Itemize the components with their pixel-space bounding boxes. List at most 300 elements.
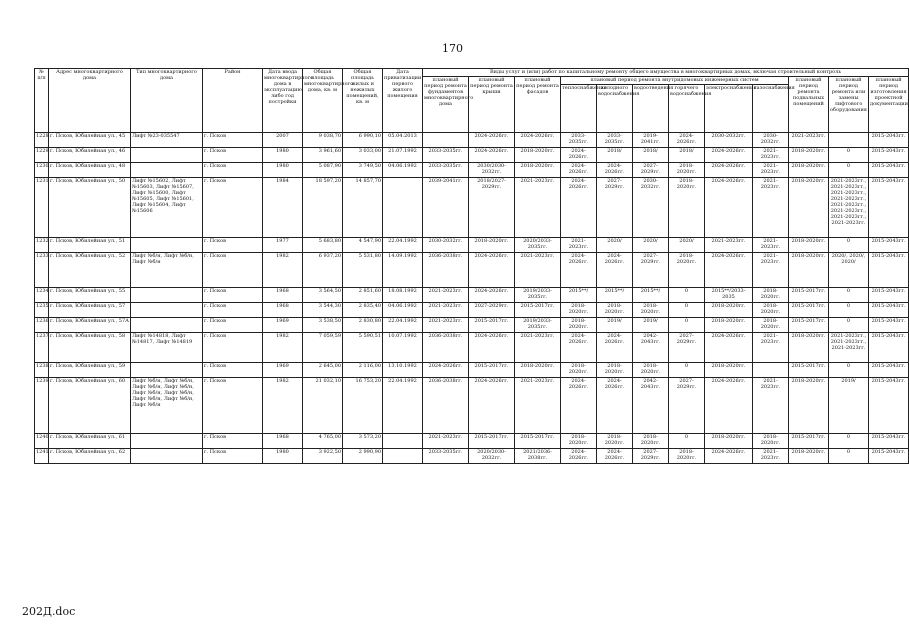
- header-facade: плановый период ремонта фасадов: [515, 77, 561, 133]
- cell-elec: 2024-2026гг.: [705, 333, 753, 363]
- cell-heat: 2024-2026гг.: [561, 449, 597, 464]
- cell-docs: 2015-2043гг.: [869, 318, 909, 333]
- cell-cold: 2018-2020гг.: [597, 434, 633, 449]
- cell-cold: 2027-2029гг.: [597, 178, 633, 238]
- cell-sewer: 2015**/: [633, 288, 669, 303]
- cell-heat: 2018-2020гг.: [561, 434, 597, 449]
- cell-basement: 2015-2017гг.: [789, 288, 829, 303]
- cell-num: 1240: [35, 434, 49, 449]
- cell-year: 1968: [263, 288, 303, 303]
- table-row: [35, 133, 909, 148]
- cell-district: г. Псков: [203, 133, 263, 148]
- cell-foundation: 2024-2026гг.: [423, 363, 469, 378]
- cell-lift: 0: [829, 449, 869, 464]
- cell-foundation: 2039-2041гг.: [423, 178, 469, 238]
- cell-area-living: 5 590,51: [343, 333, 383, 363]
- cell-basement: 2018-2020гг.: [789, 378, 829, 434]
- cell-cold: 2020/: [597, 238, 633, 253]
- cell-lift: [829, 133, 869, 148]
- table-row: [35, 378, 909, 434]
- cell-type: [131, 449, 203, 464]
- cell-year: 1982: [263, 333, 303, 363]
- cell-area-living: 16 753,20: [343, 378, 383, 434]
- cell-area-living: 2 851,60: [343, 288, 383, 303]
- cell-area-total: 5 087,90: [303, 163, 343, 178]
- cell-num: 1229: [35, 148, 49, 163]
- cell-district: г. Псков: [203, 303, 263, 318]
- header-heat: теплоснабжения: [561, 85, 597, 133]
- table-row: [35, 449, 909, 464]
- cell-roof: 2024-2026гг.: [469, 133, 515, 148]
- cell-num: 1232: [35, 238, 49, 253]
- table-row: [35, 333, 909, 363]
- cell-facade: 2021/2036-2038гг.: [515, 449, 561, 464]
- cell-gas: 2021-2023гг.: [753, 148, 789, 163]
- cell-district: г. Псков: [203, 363, 263, 378]
- cell-foundation: 2030-2032гг.: [423, 238, 469, 253]
- cell-docs: 2015-2043гг.: [869, 238, 909, 253]
- cell-roof: 2015-2017гг.: [469, 318, 515, 333]
- header-num: № п/п: [35, 69, 49, 133]
- cell-docs: 2015-2043гг.: [869, 178, 909, 238]
- cell-address: г. Псков, Юбилейная ул., 50: [49, 178, 131, 238]
- cell-foundation: 2033-2035гг.: [423, 163, 469, 178]
- cell-docs: 2015-2043гг.: [869, 449, 909, 464]
- cell-docs: 2015-2043гг.: [869, 333, 909, 363]
- cell-docs: 2015-2043гг.: [869, 363, 909, 378]
- cell-year: 1980: [263, 163, 303, 178]
- cell-year: 1968: [263, 303, 303, 318]
- cell-district: г. Псков: [203, 163, 263, 178]
- table-row: [35, 238, 909, 253]
- cell-sewer: 2030-2032гг.: [633, 178, 669, 238]
- cell-gas: [753, 363, 789, 378]
- cell-priv-date: 22.04.1992: [383, 238, 423, 253]
- header-lift: плановый период ремонта или замены лифтового оборудования: [829, 77, 869, 133]
- cell-elec: 2018-2020гг.: [705, 434, 753, 449]
- cell-cold: 2033-2035гг.: [597, 133, 633, 148]
- cell-foundation: 2033-2035гг.: [423, 449, 469, 464]
- cell-basement: 2018-2020гг.: [789, 178, 829, 238]
- cell-hot: 2018-2020гг.: [669, 253, 705, 288]
- cell-cold: 2024-2026гг.: [597, 253, 633, 288]
- cell-sewer: 2027-2029гг.: [633, 163, 669, 178]
- cell-sewer: 2042-2043гг.: [633, 333, 669, 363]
- cell-heat: 2024-2026гг.: [561, 148, 597, 163]
- cell-type: [131, 434, 203, 449]
- table-row: [35, 434, 909, 449]
- cell-hot: 2018-2020гг.: [669, 449, 705, 464]
- cell-district: г. Псков: [203, 253, 263, 288]
- header-type: Тип многоквартирного дома: [131, 69, 203, 133]
- cell-district: г. Псков: [203, 178, 263, 238]
- cell-gas: 2021-2023гг.: [753, 333, 789, 363]
- cell-area-total: 3 922,50: [303, 449, 343, 464]
- cell-sewer: 2027-2029гг.: [633, 449, 669, 464]
- cell-gas: 2021-2023гг.: [753, 163, 789, 178]
- cell-gas: 2021-2023гг.: [753, 378, 789, 434]
- cell-cold: 2015**/: [597, 288, 633, 303]
- cell-facade: 2018-2020гг.: [515, 363, 561, 378]
- header-area-total: Общая площадь многоквартирного дома, кв. м: [303, 69, 343, 133]
- header-priv-date: Дата приватизации первого жилого помещения: [383, 69, 423, 133]
- cell-facade: 2018-2020гг.: [515, 148, 561, 163]
- cell-area-total: 18 597,20: [303, 178, 343, 238]
- capital-repair-table: [34, 68, 909, 464]
- cell-area-living: 2 830,80: [343, 318, 383, 333]
- cell-priv-date: 05.04.2013: [383, 133, 423, 148]
- cell-address: г. Псков, Юбилейная ул., 57: [49, 303, 131, 318]
- cell-area-living: 3 749,50: [343, 163, 383, 178]
- cell-hot: 0: [669, 363, 705, 378]
- cell-num: 1228: [35, 133, 49, 148]
- cell-foundation: 2036-2038гг.: [423, 253, 469, 288]
- cell-area-total: 3 564,50: [303, 288, 343, 303]
- cell-priv-date: 22.04.1992: [383, 378, 423, 434]
- cell-year: 1980: [263, 449, 303, 464]
- cell-foundation: [423, 133, 469, 148]
- cell-hot: 2018/: [669, 148, 705, 163]
- cell-type: [131, 303, 203, 318]
- footer-filename: 202Д.doc: [22, 605, 76, 618]
- cell-heat: 2033-2035гг.: [561, 133, 597, 148]
- header-hot: горячего водоснабжения: [669, 85, 705, 133]
- cell-area-total: 4 765,00: [303, 434, 343, 449]
- cell-type: [131, 238, 203, 253]
- cell-roof: 2024-2026гг.: [469, 148, 515, 163]
- cell-area-living: 5 531,80: [343, 253, 383, 288]
- cell-basement: 2021-2023гг.: [789, 133, 829, 148]
- cell-roof: 2024-2026гг.: [469, 288, 515, 303]
- cell-area-total: 2 645,00: [303, 363, 343, 378]
- cell-area-living: 2 835,40: [343, 303, 383, 318]
- cell-elec: 2024-2026гг.: [705, 378, 753, 434]
- table-row: [35, 363, 909, 378]
- cell-sewer: 2019-2041гг.: [633, 133, 669, 148]
- cell-foundation: 2021-2023гг.: [423, 434, 469, 449]
- cell-roof: 2024-2026гг.: [469, 253, 515, 288]
- header-group-works: Виды услуг и (или) работ по капитальному ремонту общего имущества в многоквартирных домах, включая строительный контроль: [423, 69, 909, 77]
- cell-facade: 2015-2017гг.: [515, 303, 561, 318]
- cell-lift: 0: [829, 303, 869, 318]
- header-elec: электроснабжения: [705, 85, 753, 133]
- cell-docs: 2015-2043гг.: [869, 434, 909, 449]
- cell-gas: 2021-2023гг.: [753, 253, 789, 288]
- cell-address: г. Псков, Юбилейная ул., 52: [49, 253, 131, 288]
- cell-num: 1233: [35, 253, 49, 288]
- cell-roof: 2015-2017гг.: [469, 363, 515, 378]
- cell-foundation: 2021-2023гг.: [423, 318, 469, 333]
- cell-gas: 2021-2023гг.: [753, 178, 789, 238]
- cell-gas: 2018-2020гг.: [753, 434, 789, 449]
- cell-address: г. Псков, Юбилейная ул., 45: [49, 133, 131, 148]
- cell-type: [131, 318, 203, 333]
- cell-lift: 0: [829, 434, 869, 449]
- cell-priv-date: 10.07.1992: [383, 333, 423, 363]
- header-gas: газоснабжения: [753, 85, 789, 133]
- cell-sewer: 2018-2020гг.: [633, 363, 669, 378]
- cell-elec: 2018-2020гг.: [705, 303, 753, 318]
- cell-roof: 2018/2027-2029гг.: [469, 178, 515, 238]
- cell-year: 1982: [263, 253, 303, 288]
- cell-priv-date: 21.07.1992: [383, 148, 423, 163]
- cell-docs: 2015-2043гг.: [869, 303, 909, 318]
- cell-gas: 2018-2020гг.: [753, 318, 789, 333]
- cell-area-total: 21 032,10: [303, 378, 343, 434]
- cell-district: г. Псков: [203, 318, 263, 333]
- cell-facade: 2015-2017гг.: [515, 434, 561, 449]
- cell-area-total: 3 961,60: [303, 148, 343, 163]
- header-area-living: Общая площадь жилых и нежилых помещений, кв. м: [343, 69, 383, 133]
- cell-address: г. Псков, Юбилейная ул., 46: [49, 148, 131, 163]
- table-row: [35, 318, 909, 333]
- cell-roof: 2020/2030-2032гг.: [469, 449, 515, 464]
- cell-type: [131, 163, 203, 178]
- cell-elec: 2018-2020гг.: [705, 363, 753, 378]
- cell-lift: 0: [829, 363, 869, 378]
- cell-priv-date: 04.06.1992: [383, 303, 423, 318]
- cell-address: г. Псков, Юбилейная ул., 57А: [49, 318, 131, 333]
- cell-roof: 2018-2020гг.: [469, 238, 515, 253]
- header-district: Район: [203, 69, 263, 133]
- cell-address: г. Псков, Юбилейная ул., 55: [49, 288, 131, 303]
- cell-num: 1241: [35, 449, 49, 464]
- cell-facade: 2021-2023гг.: [515, 378, 561, 434]
- cell-address: г. Псков, Юбилейная ул., 48: [49, 163, 131, 178]
- cell-area-total: 7 059,59: [303, 333, 343, 363]
- cell-foundation: 2036-2038гг.: [423, 333, 469, 363]
- cell-gas: 2021-2023гг.: [753, 238, 789, 253]
- cell-cold: 2019/: [597, 318, 633, 333]
- cell-area-total: 9 038,70: [303, 133, 343, 148]
- cell-foundation: 2021-2023гг.: [423, 288, 469, 303]
- cell-priv-date: 22.04.1992: [383, 318, 423, 333]
- table-body: [35, 133, 909, 464]
- cell-type: [131, 363, 203, 378]
- cell-num: 1239: [35, 378, 49, 434]
- cell-heat: 2024-2026гг.: [561, 378, 597, 434]
- cell-type: Лифт №15602, Лифт №15603, Лифт №15607, Лифт №15600, Лифт №15605, Лифт №15601, Лифт №15604, Лифт №15606: [131, 178, 203, 238]
- cell-lift: 0: [829, 288, 869, 303]
- cell-lift: 2021-2023гг., 2021-2023гг., 2021-2023гг., 2021-2023гг., 2021-2023гг., 2021-2023гг., 2021-2023гг., 2021-2023гг.: [829, 178, 869, 238]
- cell-sewer: 2018-2020гг.: [633, 434, 669, 449]
- cell-district: г. Псков: [203, 333, 263, 363]
- cell-num: 1237: [35, 333, 49, 363]
- cell-sewer: 2027-2029гг.: [633, 253, 669, 288]
- header-basement: плановый период ремонта подвальных помещений: [789, 77, 829, 133]
- cell-lift: 2020/, 2020/, 2020/: [829, 253, 869, 288]
- cell-roof: 2015-2017гг.: [469, 434, 515, 449]
- cell-priv-date: 18.08.1992: [383, 288, 423, 303]
- cell-hot: 0: [669, 434, 705, 449]
- cell-elec: 2024-2026гг.: [705, 178, 753, 238]
- cell-elec: 2024-2026гг.: [705, 449, 753, 464]
- header-sewer: водоотведения: [633, 85, 669, 133]
- cell-docs: 2015-2043гг.: [869, 148, 909, 163]
- cell-basement: 2018-2020гг.: [789, 238, 829, 253]
- cell-priv-date: [383, 178, 423, 238]
- cell-priv-date: 14.09.1992: [383, 253, 423, 288]
- table-row: [35, 253, 909, 288]
- cell-area-total: 3 538,50: [303, 318, 343, 333]
- cell-docs: 2015-2043гг.: [869, 253, 909, 288]
- cell-elec: 2021-2023гг.: [705, 238, 753, 253]
- cell-heat: 2024-2026гг.: [561, 253, 597, 288]
- cell-cold: 2018-2020гг.: [597, 363, 633, 378]
- cell-foundation: 2021-2023гг.: [423, 303, 469, 318]
- cell-hot: 2018-2020гг.: [669, 163, 705, 178]
- table-row: [35, 303, 909, 318]
- cell-heat: 2021-2023гг.: [561, 238, 597, 253]
- cell-facade: 2019/2033-2035гг.: [515, 318, 561, 333]
- cell-district: г. Псков: [203, 434, 263, 449]
- cell-area-living: 3 573,20: [343, 434, 383, 449]
- cell-hot: 2027-2029гг.: [669, 378, 705, 434]
- cell-priv-date: [383, 449, 423, 464]
- cell-docs: 2015-2043гг.: [869, 133, 909, 148]
- cell-cold: 2024-2026гг.: [597, 333, 633, 363]
- cell-lift: 2021-2023гг., 2021-2023гг., 2021-2023гг.: [829, 333, 869, 363]
- cell-type: Лифт №23-035547: [131, 133, 203, 148]
- cell-basement: 2018-2020гг.: [789, 253, 829, 288]
- cell-heat: 2018-2020гг.: [561, 303, 597, 318]
- cell-hot: 0: [669, 303, 705, 318]
- cell-year: 1984: [263, 178, 303, 238]
- cell-year: 1982: [263, 378, 303, 434]
- cell-address: г. Псков, Юбилейная ул., 51: [49, 238, 131, 253]
- cell-foundation: 2036-2038гг.: [423, 378, 469, 434]
- cell-heat: 2018-2020гг.: [561, 363, 597, 378]
- cell-hot: 2027-2029гг.: [669, 333, 705, 363]
- cell-area-total: 6 937,20: [303, 253, 343, 288]
- cell-lift: 2019/: [829, 378, 869, 434]
- cell-num: 1230: [35, 163, 49, 178]
- cell-year: 1977: [263, 238, 303, 253]
- cell-address: г. Псков, Юбилейная ул., 59: [49, 363, 131, 378]
- cell-basement: 2015-2017гг.: [789, 434, 829, 449]
- cell-docs: 2015-2043гг.: [869, 163, 909, 178]
- cell-sewer: 2019/: [633, 318, 669, 333]
- cell-address: г. Псков, Юбилейная ул., 60: [49, 378, 131, 434]
- cell-sewer: 2018/: [633, 148, 669, 163]
- header-docs: плановый период изготовления проектной документации: [869, 77, 909, 133]
- cell-heat: 2018-2020гг.: [561, 318, 597, 333]
- cell-roof: 2027-2029гг.: [469, 303, 515, 318]
- cell-basement: 2018-2020гг.: [789, 333, 829, 363]
- cell-facade: 2021-2023гг.: [515, 178, 561, 238]
- cell-area-living: 6 990,10: [343, 133, 383, 148]
- cell-num: 1234: [35, 288, 49, 303]
- cell-address: г. Псков, Юбилейная ул., 58: [49, 333, 131, 363]
- cell-year: 1968: [263, 434, 303, 449]
- cell-heat: 2024-2026гг.: [561, 333, 597, 363]
- header-cold: холодного водоснабжения: [597, 85, 633, 133]
- cell-elec: 2015**/2033-2035: [705, 288, 753, 303]
- cell-address: г. Псков, Юбилейная ул., 62: [49, 449, 131, 464]
- cell-year: 1969: [263, 318, 303, 333]
- cell-district: г. Псков: [203, 449, 263, 464]
- cell-basement: 2015-2017гг.: [789, 363, 829, 378]
- cell-basement: 2018-2020гг.: [789, 163, 829, 178]
- table-row: [35, 163, 909, 178]
- cell-roof: 2030/2030-2032гг.: [469, 163, 515, 178]
- cell-hot: 0: [669, 288, 705, 303]
- cell-docs: 2015-2043гг.: [869, 288, 909, 303]
- cell-area-total: 3 544,30: [303, 303, 343, 318]
- cell-year: 1969: [263, 363, 303, 378]
- cell-heat: 2024-2026гг.: [561, 178, 597, 238]
- cell-district: г. Псков: [203, 288, 263, 303]
- cell-sewer: 2020/: [633, 238, 669, 253]
- cell-elec: 2024-2026гг.: [705, 253, 753, 288]
- cell-hot: 2018-2020гг.: [669, 178, 705, 238]
- cell-area-living: 2 990,90: [343, 449, 383, 464]
- cell-roof: 2024-2026гг.: [469, 378, 515, 434]
- header-address: Адрес многоквартирного дома: [49, 69, 131, 133]
- cell-foundation: 2033-2035гг.: [423, 148, 469, 163]
- cell-num: 1231: [35, 178, 49, 238]
- cell-cold: 2024-2026гг.: [597, 163, 633, 178]
- cell-district: г. Псков: [203, 238, 263, 253]
- cell-type: Лифт №б/н, Лифт №б/н, Лифт №б/н: [131, 253, 203, 288]
- cell-heat: 2015**/: [561, 288, 597, 303]
- cell-elec: 2024-2026гг.: [705, 163, 753, 178]
- cell-sewer: 2042-2043гг.: [633, 378, 669, 434]
- cell-district: г. Псков: [203, 378, 263, 434]
- cell-basement: 2015-2017гг.: [789, 318, 829, 333]
- cell-priv-date: 13.10.1992: [383, 363, 423, 378]
- cell-num: 1236: [35, 318, 49, 333]
- cell-cold: 2024-2026гг.: [597, 378, 633, 434]
- table-row: [35, 288, 909, 303]
- cell-address: г. Псков, Юбилейная ул., 61: [49, 434, 131, 449]
- cell-docs: 2015-2043гг.: [869, 378, 909, 434]
- cell-area-total: 5 683,80: [303, 238, 343, 253]
- cell-hot: 2024-2026гг.: [669, 133, 705, 148]
- header-group-systems: плановый период ремонта внутридомовых инженерных систем: [561, 77, 789, 85]
- cell-cold: 2018-2020гг.: [597, 303, 633, 318]
- cell-lift: 0: [829, 318, 869, 333]
- cell-lift: 0: [829, 163, 869, 178]
- cell-type: [131, 288, 203, 303]
- cell-basement: 2018-2020гг.: [789, 449, 829, 464]
- cell-priv-date: [383, 434, 423, 449]
- header-roof: плановый период ремонта крыши: [469, 77, 515, 133]
- cell-facade: 2018-2020гг.: [515, 163, 561, 178]
- cell-gas: 2018-2020гг.: [753, 303, 789, 318]
- cell-facade: 2024-2026гг.: [515, 133, 561, 148]
- cell-num: 1235: [35, 303, 49, 318]
- cell-heat: 2024-2026гг.: [561, 163, 597, 178]
- cell-priv-date: 04.06.1992: [383, 163, 423, 178]
- cell-year: 1980: [263, 148, 303, 163]
- cell-hot: 2020/: [669, 238, 705, 253]
- cell-gas: 2021-2023гг.: [753, 449, 789, 464]
- cell-lift: 0: [829, 238, 869, 253]
- cell-elec: 2024-2026гг.: [705, 148, 753, 163]
- cell-lift: 0: [829, 148, 869, 163]
- cell-num: 1238: [35, 363, 49, 378]
- cell-type: [131, 148, 203, 163]
- cell-gas: 2018-2020гг.: [753, 288, 789, 303]
- cell-district: г. Псков: [203, 148, 263, 163]
- cell-area-living: 2 116,00: [343, 363, 383, 378]
- cell-basement: 2018-2020гг.: [789, 148, 829, 163]
- cell-sewer: 2018-2020гг.: [633, 303, 669, 318]
- cell-facade: 2021-2023гг.: [515, 333, 561, 363]
- header-foundation: плановый период ремонта фундаментов многоквартирного дома: [423, 77, 469, 133]
- cell-type: Лифт №14818, Лифт №14817, Лифт №14819: [131, 333, 203, 363]
